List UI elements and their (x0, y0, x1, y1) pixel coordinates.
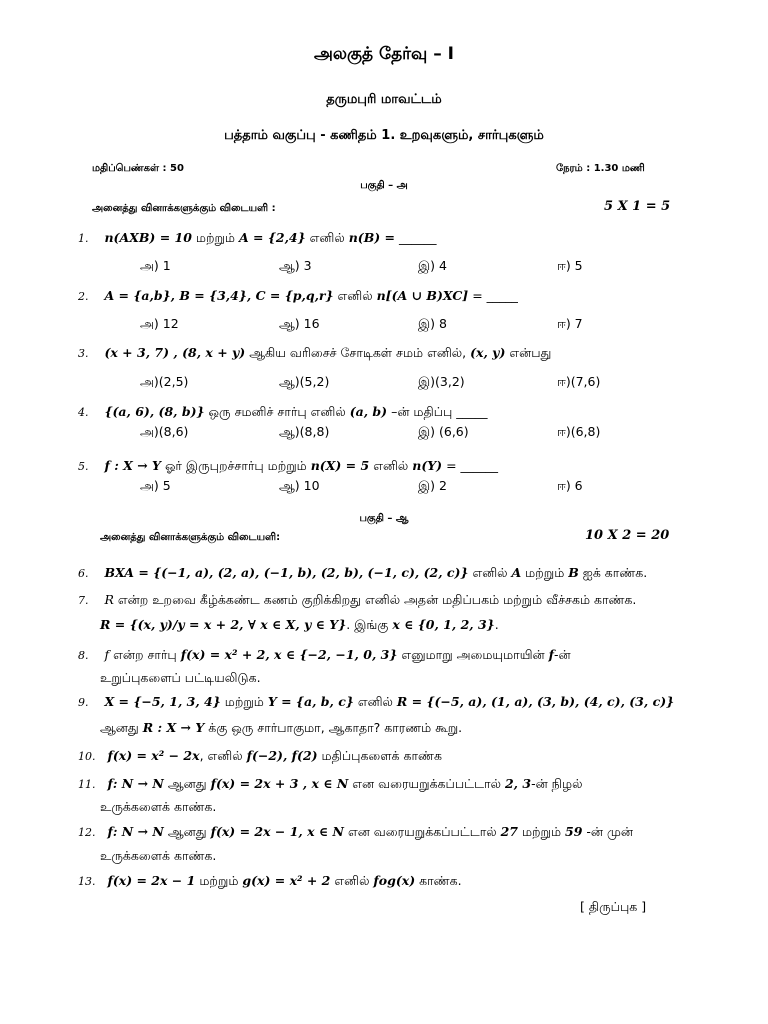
section-a-score: 5 X 1 = 5 (604, 199, 671, 214)
question-3 (78, 345, 551, 362)
page-title: அலகுத் தேர்வு – I (314, 44, 454, 64)
question-text: மற்றும் (518, 824, 566, 839)
question-text: மற்றும் (191, 230, 239, 245)
option-d: ஈ)(6,8) (557, 424, 601, 439)
question-number: 3. (78, 347, 89, 360)
math-expr: 27 (500, 824, 518, 839)
option-d: ஈ)(7,6) (557, 374, 601, 389)
question-text: = _____ (468, 288, 518, 303)
option-b: ஆ) 16 (279, 316, 320, 331)
math-expr: f: N → N (107, 824, 164, 839)
question-text: மற்றும் (220, 694, 268, 709)
math-expr: f(x) = 2x − 1, x ∈ N (210, 824, 344, 839)
option-d: ஈ) 5 (557, 258, 583, 273)
question-text: , எனில் (199, 748, 247, 763)
math-expr: n(X) = 5 (310, 458, 370, 473)
question-text: மற்றும் (195, 873, 243, 888)
question-number: 13. (78, 875, 96, 888)
math-expr: n[(A ∪ B)XC] (376, 288, 469, 303)
option-a: அ) 12 (140, 316, 179, 331)
question-number: 1. (78, 232, 89, 245)
question-text: என்ற உறவை கீழ்க்கண்ட கணம் குறிக்கிறது எனில் அதன் மதிப்பகம் மற்றும் வீச்சகம் காண்க. (113, 592, 637, 607)
exam-time: நேரம் : 1.30 மணி (556, 163, 645, 174)
question-text: ஆனது (100, 720, 143, 735)
math-expr: {(a, 6), (8, b)} (104, 404, 205, 419)
question-7 (78, 592, 636, 609)
math-expr: 59 (565, 824, 583, 839)
option-c: இ) 4 (418, 258, 447, 273)
question-4 (78, 404, 488, 421)
section-b-score: 10 X 2 = 20 (585, 528, 670, 543)
question-text: ஒரு சமனிச் சார்பு எனில் (204, 404, 350, 419)
question-text: -ன் (554, 647, 571, 662)
math-expr: f(x) = 2x − 1 (107, 873, 196, 888)
question-number: 4. (78, 406, 89, 419)
question-text: . இங்கு (346, 617, 393, 632)
question-6 (78, 565, 647, 582)
question-text: –ன் மதிப்பு _____ (387, 404, 488, 419)
question-number: 5. (78, 460, 89, 473)
option-a: அ)(8,6) (140, 424, 189, 439)
question-number: 8. (78, 649, 89, 662)
question-10 (78, 748, 442, 765)
question-text: எனில் (369, 458, 413, 473)
math-expr: 2, 3 (504, 776, 532, 791)
math-expr: n(AXB) = 10 (104, 230, 192, 245)
section-a-instruction: அனைத்து வினாக்களுக்கும் விடையளி : (92, 203, 276, 214)
math-expr: Y = {a, b, c} (267, 694, 354, 709)
math-expr: f(x) = 2x + 3 , x ∈ N (210, 776, 349, 791)
option-b: ஆ) 10 (279, 478, 320, 493)
math-expr: R (104, 592, 114, 607)
option-c: இ)(3,2) (418, 374, 465, 389)
question-text: = ______ (442, 458, 499, 473)
question-text: -ன் நிழல் (531, 776, 583, 791)
subject-line: பத்தாம் வகுப்பு - கணிதம் 1. உறவுகளும், சார்புகளும் (224, 128, 544, 143)
question-number: 6. (78, 567, 89, 580)
math-expr: x ∈ {0, 1, 2, 3} (392, 617, 495, 632)
question-11 (78, 776, 582, 793)
question-number: 9. (78, 696, 89, 709)
option-a: அ) 5 (140, 478, 171, 493)
math-expr: X = {−5, 1, 3, 4} (104, 694, 221, 709)
option-d: ஈ) 6 (557, 478, 583, 493)
question-text: க்கு ஒரு சார்பாகுமா, ஆகாதா? காரணம் கூறு. (204, 720, 463, 735)
question-12 (78, 824, 633, 841)
question-text: ஆனது (163, 776, 211, 791)
math-expr: f : X → Y (104, 458, 161, 473)
option-c: இ) (6,6) (418, 424, 469, 439)
question-5 (78, 458, 498, 475)
math-expr: A (511, 565, 522, 580)
question-9-line-2 (100, 720, 462, 737)
question-number: 7. (78, 594, 89, 607)
district-name: தருமபுரி மாவட்டம் (326, 92, 442, 107)
option-a: அ)(2,5) (140, 374, 189, 389)
question-text: எனுமாறு அமையுமாயின் (397, 647, 549, 662)
math-expr: f (104, 647, 110, 662)
question-9 (78, 694, 674, 711)
question-text: ஓர் இருபுறச்சார்பு மற்றும் (160, 458, 311, 473)
question-text: ஆகிய வரிசைச் சோடிகள் சமம் எனில், (245, 345, 471, 360)
math-expr: B (568, 565, 579, 580)
question-text: என்ற சார்பு (109, 647, 181, 662)
question-text: எனில் (468, 565, 512, 580)
question-11-line-2: உருக்களைக் காண்க. (100, 799, 217, 814)
question-text: ஆனது (163, 824, 211, 839)
question-text: காண்க. (415, 873, 462, 888)
math-expr: (a, b) (349, 404, 388, 419)
math-expr: R = {(x, y)/y = x + 2, ∀ x ∈ X, y ∈ Y} (100, 617, 347, 632)
question-13 (78, 873, 462, 890)
total-marks: மதிப்பெண்கள் : 50 (92, 163, 184, 174)
section-b-heading: பகுதி – ஆ (359, 513, 409, 524)
question-1 (78, 230, 436, 247)
option-d: ஈ) 7 (557, 316, 583, 331)
section-a-heading: பகுதி – அ (360, 180, 408, 191)
math-expr: f (548, 647, 555, 662)
section-b-instruction: அனைத்து வினாக்களுக்கும் விடையளி: (100, 532, 281, 543)
question-12-line-2: உருக்களைக் காண்க. (100, 848, 217, 863)
math-expr: R : X → Y (142, 720, 205, 735)
question-text: மற்றும் (521, 565, 569, 580)
math-expr: f: N → N (107, 776, 164, 791)
option-b: ஆ) 3 (279, 258, 312, 273)
question-text: என்பது (505, 345, 552, 360)
option-a: அ) 1 (140, 258, 171, 273)
question-text: -ன் முன் (582, 824, 634, 839)
math-expr: f(−2), f(2) (246, 748, 318, 763)
math-expr: (x, y) (470, 345, 506, 360)
math-expr: g(x) = x² + 2 (242, 873, 331, 888)
question-7-line-2 (100, 617, 499, 634)
option-c: இ) 8 (418, 316, 447, 331)
math-expr: fog(x) (373, 873, 416, 888)
math-expr: (x + 3, 7) , (8, x + y) (104, 345, 246, 360)
math-expr: A = {a,b}, B = {3,4}, C = {p,q,r} (104, 288, 334, 303)
question-text: மதிப்புகளைக் காண்க (317, 748, 442, 763)
math-expr: f(x) = x² + 2, x ∈ {−2, −1, 0, 3} (180, 647, 398, 662)
question-8 (78, 647, 571, 664)
math-expr: n(B) = (348, 230, 395, 245)
question-text: எனில் (353, 694, 397, 709)
question-number: 11. (78, 778, 96, 791)
question-number: 2. (78, 290, 89, 303)
question-2 (78, 288, 518, 305)
question-text: என வரையறுக்கப்பட்டால் (343, 824, 501, 839)
math-expr: BXA = {(−1, a), (2, a), (−1, b), (2, b), (−1, c), (2, c)} (104, 565, 469, 580)
question-text: என வரையறுக்கப்பட்டால் (348, 776, 505, 791)
question-text: எனில் (333, 288, 377, 303)
option-b: ஆ)(8,8) (279, 424, 330, 439)
question-text: எனில் (305, 230, 349, 245)
question-number: 12. (78, 826, 96, 839)
math-expr: R = {(−5, a), (1, a), (3, b), (4, c), (3, c)} (396, 694, 675, 709)
option-c: இ) 2 (418, 478, 447, 493)
question-number: 10. (78, 750, 96, 763)
math-expr: f(x) = x² − 2x (107, 748, 200, 763)
question-text: எனில் (330, 873, 374, 888)
question-8-line-2: உறுப்புகளைப் பட்டியலிடுக. (100, 670, 261, 685)
question-text: . (494, 617, 499, 632)
math-expr: n(Y) (412, 458, 443, 473)
math-expr: A = {2,4} (238, 230, 306, 245)
option-b: ஆ)(5,2) (279, 374, 330, 389)
turn-over-note: [ திருப்புக ] (580, 899, 647, 914)
question-text: ஐக் காண்க. (578, 565, 648, 580)
question-text: ______ (395, 230, 437, 245)
